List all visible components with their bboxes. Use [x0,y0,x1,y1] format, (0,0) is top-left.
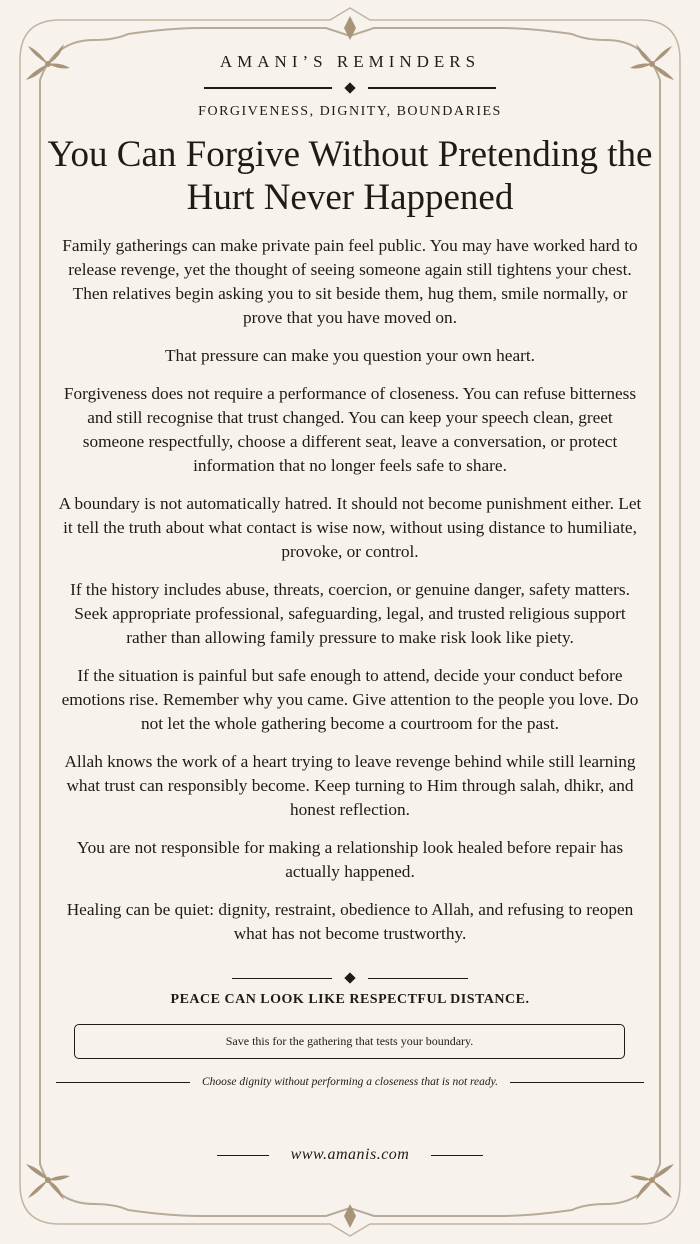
paragraph: A boundary is not automatically hatred. It should not become punishment either. Let it tell the truth about what contact is wise now, without using distance to humiliate, provoke, or control. [58,494,642,561]
divider-line [56,1082,190,1083]
divider-line [217,1155,269,1156]
paragraph: You are not responsible for making a relationship look healed before repair has actually happened. [76,838,624,881]
divider-line [431,1155,483,1156]
page-title: You Can Forgive Without Pretending the Hurt Never Happened [47,134,653,218]
tagline: PEACE CAN LOOK LIKE RESPECTFUL DISTANCE. [170,992,530,1007]
save-note-text: Save this for the gathering that tests your boundary. [225,1034,474,1048]
divider-line [510,1082,644,1083]
divider-line [204,87,332,89]
paragraph: Healing can be quiet: dignity, restraint, obedience to Allah, and refusing to reopen what has not become trustworthy. [66,900,634,943]
paragraph: That pressure can make you question your own heart. [165,346,535,365]
divider-line [368,978,468,979]
paragraph: Allah knows the work of a heart trying to leave revenge behind while still learning what trust can responsibly become. Keep turning to Him through salah, dhikr, and honest reflection. [64,752,636,819]
topic-subtitle: FORGIVENESS, DIGNITY, BOUNDARIES [198,104,502,119]
section-divider [0,974,700,982]
paragraph: Family gatherings can make private pain feel public. You may have worked hard to release revenge, yet the thought of seeing someone again still tightens your chest. Then relatives begin asking you to sit beside them, hug them, smile normally, or prove that you have moved on. [62,236,638,327]
paragraph: Forgiveness does not require a performance of closeness. You can refuse bitterness and still recognise that trust changed. You can keep your speech clean, greet someone respectfully, choose a different seat, leave a conversation, or protect information that no longer feels safe to share. [63,384,637,475]
diamond-icon [344,82,355,93]
website-link[interactable]: www.amanis.com [290,1146,410,1163]
closing-text: Choose dignity without performing a closeness that is not ready. [202,1076,499,1088]
diamond-icon [344,972,355,983]
paragraph: If the situation is painful but safe enough to attend, decide your conduct before emotions rise. Remember why you came. Give attention to the people you love. Do not let the whole gathering become a courtroom for the past. [61,666,639,733]
divider-line [232,978,332,979]
closing-line [56,1076,644,1088]
brand-divider [0,84,700,92]
save-note-box [74,1024,625,1059]
paragraph: If the history includes abuse, threats, coercion, or genuine danger, safety matters. Seek appropriate professional, safeguarding, legal, and trusted religious support rather than allowing family pressure to make risk look like piety. [70,580,630,647]
brand-name: AMANI’S REMINDERS [219,52,481,71]
divider-line [368,87,496,89]
article-body [56,234,644,960]
footer [0,1146,700,1164]
